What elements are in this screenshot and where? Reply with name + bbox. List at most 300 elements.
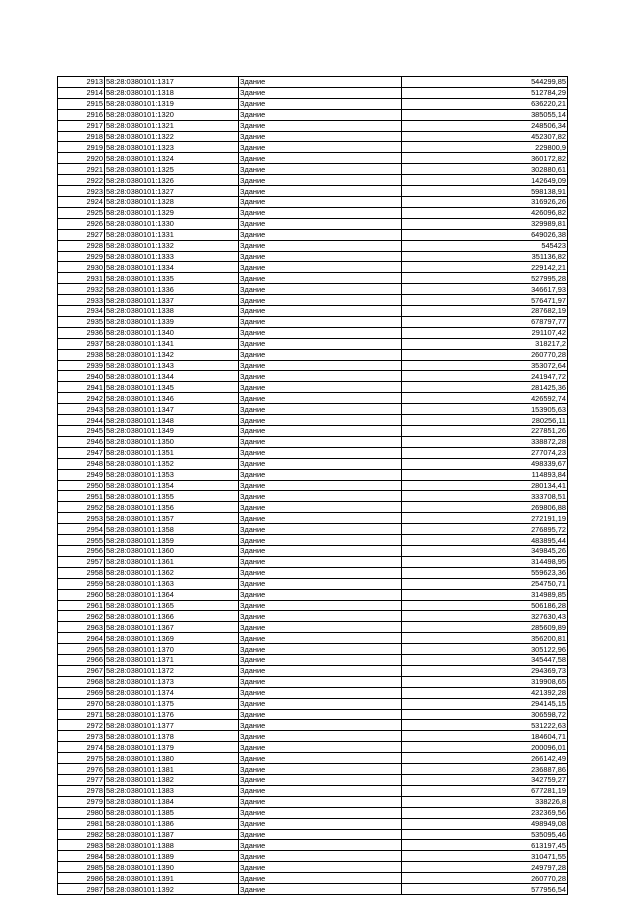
table-row bbox=[58, 469, 568, 480]
cadastral-number-cell: 58:28:0380101:1351 bbox=[105, 447, 239, 458]
row-number-cell: 2931 bbox=[58, 273, 105, 284]
cadastral-number-cell: 58:28:0380101:1369 bbox=[105, 633, 239, 644]
cadastral-number-cell: 58:28:0380101:1334 bbox=[105, 262, 239, 273]
object-type-cell: Здание bbox=[239, 458, 402, 469]
row-number-cell: 2923 bbox=[58, 186, 105, 197]
table-row bbox=[58, 600, 568, 611]
object-type-cell: Здание bbox=[239, 851, 402, 862]
table-row bbox=[58, 709, 568, 720]
cadastral-value-cell: 314498,95 bbox=[402, 556, 568, 567]
cadastral-value-cell: 333708,51 bbox=[402, 491, 568, 502]
table-row bbox=[58, 687, 568, 698]
cadastral-number-cell: 58:28:0380101:1332 bbox=[105, 240, 239, 251]
cadastral-value-cell: 613197,45 bbox=[402, 840, 568, 851]
cadastral-number-cell: 58:28:0380101:1326 bbox=[105, 175, 239, 186]
cadastral-number-cell: 58:28:0380101:1356 bbox=[105, 502, 239, 513]
row-number-cell: 2926 bbox=[58, 218, 105, 229]
cadastral-value-cell: 327630,43 bbox=[402, 611, 568, 622]
cadastral-value-cell: 318217,2 bbox=[402, 338, 568, 349]
row-number-cell: 2916 bbox=[58, 109, 105, 120]
table-row bbox=[58, 676, 568, 687]
cadastral-number-cell: 58:28:0380101:1329 bbox=[105, 207, 239, 218]
cadastral-number-cell: 58:28:0380101:1341 bbox=[105, 338, 239, 349]
cadastral-value-cell: 184604,71 bbox=[402, 731, 568, 742]
object-type-cell: Здание bbox=[239, 709, 402, 720]
row-number-cell: 2941 bbox=[58, 382, 105, 393]
row-number-cell: 2946 bbox=[58, 436, 105, 447]
table-row bbox=[58, 731, 568, 742]
cadastral-number-cell: 58:28:0380101:1320 bbox=[105, 109, 239, 120]
row-number-cell: 2942 bbox=[58, 393, 105, 404]
object-type-cell: Здание bbox=[239, 186, 402, 197]
object-type-cell: Здание bbox=[239, 622, 402, 633]
object-type-cell: Здание bbox=[239, 644, 402, 655]
row-number-cell: 2965 bbox=[58, 644, 105, 655]
cadastral-value-cell: 314989,85 bbox=[402, 589, 568, 600]
cadastral-value-cell: 291107,42 bbox=[402, 327, 568, 338]
row-number-cell: 2930 bbox=[58, 262, 105, 273]
cadastral-value-cell: 305122,96 bbox=[402, 644, 568, 655]
table-row bbox=[58, 153, 568, 164]
object-type-cell: Здание bbox=[239, 556, 402, 567]
row-number-cell: 2974 bbox=[58, 742, 105, 753]
object-type-cell: Здание bbox=[239, 415, 402, 426]
row-number-cell: 2979 bbox=[58, 796, 105, 807]
cadastral-value-cell: 114893,84 bbox=[402, 469, 568, 480]
table-row bbox=[58, 207, 568, 218]
cadastral-value-cell: 506186,28 bbox=[402, 600, 568, 611]
table-row bbox=[58, 480, 568, 491]
row-number-cell: 2977 bbox=[58, 775, 105, 786]
object-type-cell: Здание bbox=[239, 578, 402, 589]
row-number-cell: 2955 bbox=[58, 535, 105, 546]
table-row bbox=[58, 295, 568, 306]
cadastral-number-cell: 58:28:0380101:1387 bbox=[105, 829, 239, 840]
row-number-cell: 2936 bbox=[58, 327, 105, 338]
cadastral-number-cell: 58:28:0380101:1370 bbox=[105, 644, 239, 655]
cadastral-number-cell: 58:28:0380101:1390 bbox=[105, 862, 239, 873]
object-type-cell: Здание bbox=[239, 327, 402, 338]
table-row bbox=[58, 764, 568, 775]
cadastral-number-cell: 58:28:0380101:1373 bbox=[105, 676, 239, 687]
table-row bbox=[58, 567, 568, 578]
table-row bbox=[58, 535, 568, 546]
object-type-cell: Здание bbox=[239, 142, 402, 153]
row-number-cell: 2963 bbox=[58, 622, 105, 633]
row-number-cell: 2937 bbox=[58, 338, 105, 349]
table-row bbox=[58, 665, 568, 676]
object-type-cell: Здание bbox=[239, 862, 402, 873]
row-number-cell: 2980 bbox=[58, 807, 105, 818]
cadastral-value-cell: 421392,28 bbox=[402, 687, 568, 698]
object-type-cell: Здание bbox=[239, 720, 402, 731]
table-row bbox=[58, 753, 568, 764]
object-type-cell: Здание bbox=[239, 829, 402, 840]
table-row bbox=[58, 775, 568, 786]
cadastral-value-cell: 483895,44 bbox=[402, 535, 568, 546]
row-number-cell: 2968 bbox=[58, 676, 105, 687]
table-row bbox=[58, 262, 568, 273]
row-number-cell: 2954 bbox=[58, 524, 105, 535]
table-row bbox=[58, 77, 568, 88]
object-type-cell: Здание bbox=[239, 164, 402, 175]
table-row bbox=[58, 633, 568, 644]
row-number-cell: 2947 bbox=[58, 447, 105, 458]
cadastral-number-cell: 58:28:0380101:1324 bbox=[105, 153, 239, 164]
cadastral-value-cell: 280134,41 bbox=[402, 480, 568, 491]
cadastral-value-cell: 576471,97 bbox=[402, 295, 568, 306]
table-row bbox=[58, 175, 568, 186]
row-number-cell: 2938 bbox=[58, 349, 105, 360]
object-type-cell: Здание bbox=[239, 884, 402, 895]
object-type-cell: Здание bbox=[239, 513, 402, 524]
cadastral-number-cell: 58:28:0380101:1347 bbox=[105, 404, 239, 415]
cadastral-value-cell: 559623,36 bbox=[402, 567, 568, 578]
object-type-cell: Здание bbox=[239, 196, 402, 207]
table-row bbox=[58, 851, 568, 862]
cadastral-value-cell: 269806,88 bbox=[402, 502, 568, 513]
table-row bbox=[58, 338, 568, 349]
cadastral-value-cell: 232369,56 bbox=[402, 807, 568, 818]
row-number-cell: 2983 bbox=[58, 840, 105, 851]
cadastral-value-cell: 353072,64 bbox=[402, 360, 568, 371]
row-number-cell: 2971 bbox=[58, 709, 105, 720]
table-row bbox=[58, 491, 568, 502]
table-row bbox=[58, 589, 568, 600]
cadastral-number-cell: 58:28:0380101:1346 bbox=[105, 393, 239, 404]
cadastral-number-cell: 58:28:0380101:1319 bbox=[105, 98, 239, 109]
table-row bbox=[58, 611, 568, 622]
cadastral-number-cell: 58:28:0380101:1327 bbox=[105, 186, 239, 197]
cadastral-number-cell: 58:28:0380101:1337 bbox=[105, 295, 239, 306]
object-type-cell: Здание bbox=[239, 240, 402, 251]
object-type-cell: Здание bbox=[239, 218, 402, 229]
object-type-cell: Здание bbox=[239, 109, 402, 120]
object-type-cell: Здание bbox=[239, 535, 402, 546]
cadastral-value-cell: 294369,73 bbox=[402, 665, 568, 676]
cadastral-number-cell: 58:28:0380101:1345 bbox=[105, 382, 239, 393]
cadastral-number-cell: 58:28:0380101:1328 bbox=[105, 196, 239, 207]
table-row bbox=[58, 807, 568, 818]
table-row bbox=[58, 436, 568, 447]
cadastral-value-cell: 236887,86 bbox=[402, 764, 568, 775]
table-row bbox=[58, 415, 568, 426]
cadastral-number-cell: 58:28:0380101:1392 bbox=[105, 884, 239, 895]
object-type-cell: Здание bbox=[239, 655, 402, 666]
cadastral-number-cell: 58:28:0380101:1379 bbox=[105, 742, 239, 753]
row-number-cell: 2929 bbox=[58, 251, 105, 262]
cadastral-value-cell: 316926,26 bbox=[402, 196, 568, 207]
object-type-cell: Здание bbox=[239, 207, 402, 218]
row-number-cell: 2940 bbox=[58, 371, 105, 382]
row-number-cell: 2987 bbox=[58, 884, 105, 895]
object-type-cell: Здание bbox=[239, 153, 402, 164]
table-row bbox=[58, 229, 568, 240]
cadastral-number-cell: 58:28:0380101:1361 bbox=[105, 556, 239, 567]
row-number-cell: 2956 bbox=[58, 545, 105, 556]
cadastral-number-cell: 58:28:0380101:1342 bbox=[105, 349, 239, 360]
cadastral-value-cell: 351136,82 bbox=[402, 251, 568, 262]
object-type-cell: Здание bbox=[239, 491, 402, 502]
cadastral-value-cell: 260770,28 bbox=[402, 873, 568, 884]
object-type-cell: Здание bbox=[239, 589, 402, 600]
row-number-cell: 2972 bbox=[58, 720, 105, 731]
row-number-cell: 2918 bbox=[58, 131, 105, 142]
cadastral-number-cell: 58:28:0380101:1365 bbox=[105, 600, 239, 611]
object-type-cell: Здание bbox=[239, 175, 402, 186]
table-row bbox=[58, 578, 568, 589]
cadastral-number-cell: 58:28:0380101:1383 bbox=[105, 785, 239, 796]
cadastral-value-cell: 498339,67 bbox=[402, 458, 568, 469]
row-number-cell: 2933 bbox=[58, 295, 105, 306]
cadastral-value-cell: 346617,93 bbox=[402, 284, 568, 295]
object-type-cell: Здание bbox=[239, 807, 402, 818]
object-type-cell: Здание bbox=[239, 295, 402, 306]
data-table bbox=[57, 76, 568, 895]
row-number-cell: 2944 bbox=[58, 415, 105, 426]
cadastral-value-cell: 426096,82 bbox=[402, 207, 568, 218]
cadastral-value-cell: 249797,28 bbox=[402, 862, 568, 873]
object-type-cell: Здание bbox=[239, 633, 402, 644]
table-row bbox=[58, 306, 568, 317]
cadastral-value-cell: 527995,28 bbox=[402, 273, 568, 284]
cadastral-number-cell: 58:28:0380101:1371 bbox=[105, 655, 239, 666]
row-number-cell: 2986 bbox=[58, 873, 105, 884]
cadastral-number-cell: 58:28:0380101:1377 bbox=[105, 720, 239, 731]
row-number-cell: 2964 bbox=[58, 633, 105, 644]
cadastral-value-cell: 281425,36 bbox=[402, 382, 568, 393]
cadastral-value-cell: 356200,81 bbox=[402, 633, 568, 644]
table-row bbox=[58, 87, 568, 98]
row-number-cell: 2913 bbox=[58, 77, 105, 88]
cadastral-value-cell: 248506,34 bbox=[402, 120, 568, 131]
cadastral-value-cell: 345447,58 bbox=[402, 655, 568, 666]
object-type-cell: Здание bbox=[239, 436, 402, 447]
row-number-cell: 2959 bbox=[58, 578, 105, 589]
object-type-cell: Здание bbox=[239, 316, 402, 327]
cadastral-number-cell: 58:28:0380101:1335 bbox=[105, 273, 239, 284]
cadastral-value-cell: 280256,11 bbox=[402, 415, 568, 426]
object-type-cell: Здание bbox=[239, 524, 402, 535]
row-number-cell: 2927 bbox=[58, 229, 105, 240]
row-number-cell: 2945 bbox=[58, 426, 105, 437]
cadastral-number-cell: 58:28:0380101:1366 bbox=[105, 611, 239, 622]
row-number-cell: 2952 bbox=[58, 502, 105, 513]
table-row bbox=[58, 120, 568, 131]
table-row bbox=[58, 513, 568, 524]
table-row bbox=[58, 251, 568, 262]
row-number-cell: 2925 bbox=[58, 207, 105, 218]
cadastral-number-cell: 58:28:0380101:1391 bbox=[105, 873, 239, 884]
table-row bbox=[58, 796, 568, 807]
table-row bbox=[58, 502, 568, 513]
row-number-cell: 2975 bbox=[58, 753, 105, 764]
cadastral-number-cell: 58:28:0380101:1336 bbox=[105, 284, 239, 295]
cadastral-number-cell: 58:28:0380101:1318 bbox=[105, 87, 239, 98]
object-type-cell: Здание bbox=[239, 120, 402, 131]
object-type-cell: Здание bbox=[239, 98, 402, 109]
cadastral-value-cell: 598138,91 bbox=[402, 186, 568, 197]
cadastral-value-cell: 360172,82 bbox=[402, 153, 568, 164]
table-row bbox=[58, 98, 568, 109]
object-type-cell: Здание bbox=[239, 338, 402, 349]
cadastral-value-cell: 276895,72 bbox=[402, 524, 568, 535]
cadastral-value-cell: 310471,55 bbox=[402, 851, 568, 862]
table-row bbox=[58, 371, 568, 382]
object-type-cell: Здание bbox=[239, 753, 402, 764]
object-type-cell: Здание bbox=[239, 742, 402, 753]
row-number-cell: 2939 bbox=[58, 360, 105, 371]
cadastral-number-cell: 58:28:0380101:1353 bbox=[105, 469, 239, 480]
object-type-cell: Здание bbox=[239, 469, 402, 480]
row-number-cell: 2981 bbox=[58, 818, 105, 829]
row-number-cell: 2962 bbox=[58, 611, 105, 622]
object-type-cell: Здание bbox=[239, 775, 402, 786]
table-row bbox=[58, 316, 568, 327]
table-row bbox=[58, 622, 568, 633]
cadastral-value-cell: 577956,54 bbox=[402, 884, 568, 895]
cadastral-value-cell: 677281,19 bbox=[402, 785, 568, 796]
table-row bbox=[58, 862, 568, 873]
object-type-cell: Здание bbox=[239, 447, 402, 458]
row-number-cell: 2935 bbox=[58, 316, 105, 327]
object-type-cell: Здание bbox=[239, 393, 402, 404]
object-type-cell: Здание bbox=[239, 131, 402, 142]
row-number-cell: 2969 bbox=[58, 687, 105, 698]
object-type-cell: Здание bbox=[239, 349, 402, 360]
table-row bbox=[58, 240, 568, 251]
cadastral-value-cell: 531222,63 bbox=[402, 720, 568, 731]
cadastral-number-cell: 58:28:0380101:1331 bbox=[105, 229, 239, 240]
object-type-cell: Здание bbox=[239, 785, 402, 796]
row-number-cell: 2957 bbox=[58, 556, 105, 567]
row-number-cell: 2922 bbox=[58, 175, 105, 186]
table-row bbox=[58, 742, 568, 753]
object-type-cell: Здание bbox=[239, 251, 402, 262]
cadastral-number-cell: 58:28:0380101:1362 bbox=[105, 567, 239, 578]
row-number-cell: 2976 bbox=[58, 764, 105, 775]
table-row bbox=[58, 698, 568, 709]
table-row bbox=[58, 829, 568, 840]
cadastral-number-cell: 58:28:0380101:1317 bbox=[105, 77, 239, 88]
cadastral-value-cell: 229800,9 bbox=[402, 142, 568, 153]
object-type-cell: Здание bbox=[239, 360, 402, 371]
cadastral-number-cell: 58:28:0380101:1388 bbox=[105, 840, 239, 851]
cadastral-number-cell: 58:28:0380101:1323 bbox=[105, 142, 239, 153]
cadastral-value-cell: 636220,21 bbox=[402, 98, 568, 109]
cadastral-number-cell: 58:28:0380101:1330 bbox=[105, 218, 239, 229]
table-row bbox=[58, 393, 568, 404]
row-number-cell: 2948 bbox=[58, 458, 105, 469]
cadastral-value-cell: 277074,23 bbox=[402, 447, 568, 458]
cadastral-number-cell: 58:28:0380101:1340 bbox=[105, 327, 239, 338]
row-number-cell: 2928 bbox=[58, 240, 105, 251]
cadastral-number-cell: 58:28:0380101:1357 bbox=[105, 513, 239, 524]
cadastral-value-cell: 349845,26 bbox=[402, 545, 568, 556]
object-type-cell: Здание bbox=[239, 284, 402, 295]
table-row bbox=[58, 284, 568, 295]
cadastral-value-cell: 272191,19 bbox=[402, 513, 568, 524]
table-body bbox=[58, 77, 568, 895]
row-number-cell: 2967 bbox=[58, 665, 105, 676]
row-number-cell: 2920 bbox=[58, 153, 105, 164]
table-row bbox=[58, 524, 568, 535]
table-row bbox=[58, 818, 568, 829]
object-type-cell: Здание bbox=[239, 676, 402, 687]
cadastral-number-cell: 58:28:0380101:1378 bbox=[105, 731, 239, 742]
cadastral-number-cell: 58:28:0380101:1380 bbox=[105, 753, 239, 764]
cadastral-number-cell: 58:28:0380101:1358 bbox=[105, 524, 239, 535]
cadastral-number-cell: 58:28:0380101:1363 bbox=[105, 578, 239, 589]
object-type-cell: Здание bbox=[239, 687, 402, 698]
row-number-cell: 2953 bbox=[58, 513, 105, 524]
row-number-cell: 2934 bbox=[58, 306, 105, 317]
row-number-cell: 2978 bbox=[58, 785, 105, 796]
object-type-cell: Здание bbox=[239, 502, 402, 513]
cadastral-number-cell: 58:28:0380101:1343 bbox=[105, 360, 239, 371]
table-row bbox=[58, 556, 568, 567]
object-type-cell: Здание bbox=[239, 545, 402, 556]
cadastral-value-cell: 452307,82 bbox=[402, 131, 568, 142]
cadastral-number-cell: 58:28:0380101:1385 bbox=[105, 807, 239, 818]
cadastral-number-cell: 58:28:0380101:1389 bbox=[105, 851, 239, 862]
row-number-cell: 2966 bbox=[58, 655, 105, 666]
cadastral-value-cell: 545423 bbox=[402, 240, 568, 251]
cadastral-number-cell: 58:28:0380101:1352 bbox=[105, 458, 239, 469]
object-type-cell: Здание bbox=[239, 764, 402, 775]
table-row bbox=[58, 131, 568, 142]
row-number-cell: 2949 bbox=[58, 469, 105, 480]
table-row bbox=[58, 349, 568, 360]
table-row bbox=[58, 142, 568, 153]
cadastral-value-cell: 649026,38 bbox=[402, 229, 568, 240]
cadastral-value-cell: 294145,15 bbox=[402, 698, 568, 709]
table-row bbox=[58, 884, 568, 895]
table-row bbox=[58, 655, 568, 666]
cadastral-value-cell: 266142,49 bbox=[402, 753, 568, 764]
cadastral-value-cell: 498949,08 bbox=[402, 818, 568, 829]
row-number-cell: 2915 bbox=[58, 98, 105, 109]
object-type-cell: Здание bbox=[239, 480, 402, 491]
row-number-cell: 2917 bbox=[58, 120, 105, 131]
row-number-cell: 2924 bbox=[58, 196, 105, 207]
cadastral-number-cell: 58:28:0380101:1322 bbox=[105, 131, 239, 142]
cadastral-value-cell: 302880,61 bbox=[402, 164, 568, 175]
table-row bbox=[58, 785, 568, 796]
cadastral-value-cell: 285609,89 bbox=[402, 622, 568, 633]
table-row bbox=[58, 720, 568, 731]
table-row bbox=[58, 447, 568, 458]
object-type-cell: Здание bbox=[239, 262, 402, 273]
cadastral-number-cell: 58:28:0380101:1339 bbox=[105, 316, 239, 327]
cadastral-number-cell: 58:28:0380101:1386 bbox=[105, 818, 239, 829]
table-row bbox=[58, 196, 568, 207]
object-type-cell: Здание bbox=[239, 840, 402, 851]
cadastral-value-cell: 544299,85 bbox=[402, 77, 568, 88]
cadastral-value-cell: 287682,19 bbox=[402, 306, 568, 317]
object-type-cell: Здание bbox=[239, 77, 402, 88]
object-type-cell: Здание bbox=[239, 665, 402, 676]
row-number-cell: 2984 bbox=[58, 851, 105, 862]
cadastral-value-cell: 329989,81 bbox=[402, 218, 568, 229]
row-number-cell: 2914 bbox=[58, 87, 105, 98]
cadastral-value-cell: 260770,28 bbox=[402, 349, 568, 360]
row-number-cell: 2943 bbox=[58, 404, 105, 415]
cadastral-value-cell: 385055,14 bbox=[402, 109, 568, 120]
object-type-cell: Здание bbox=[239, 426, 402, 437]
cadastral-value-cell: 535095,46 bbox=[402, 829, 568, 840]
row-number-cell: 2970 bbox=[58, 698, 105, 709]
